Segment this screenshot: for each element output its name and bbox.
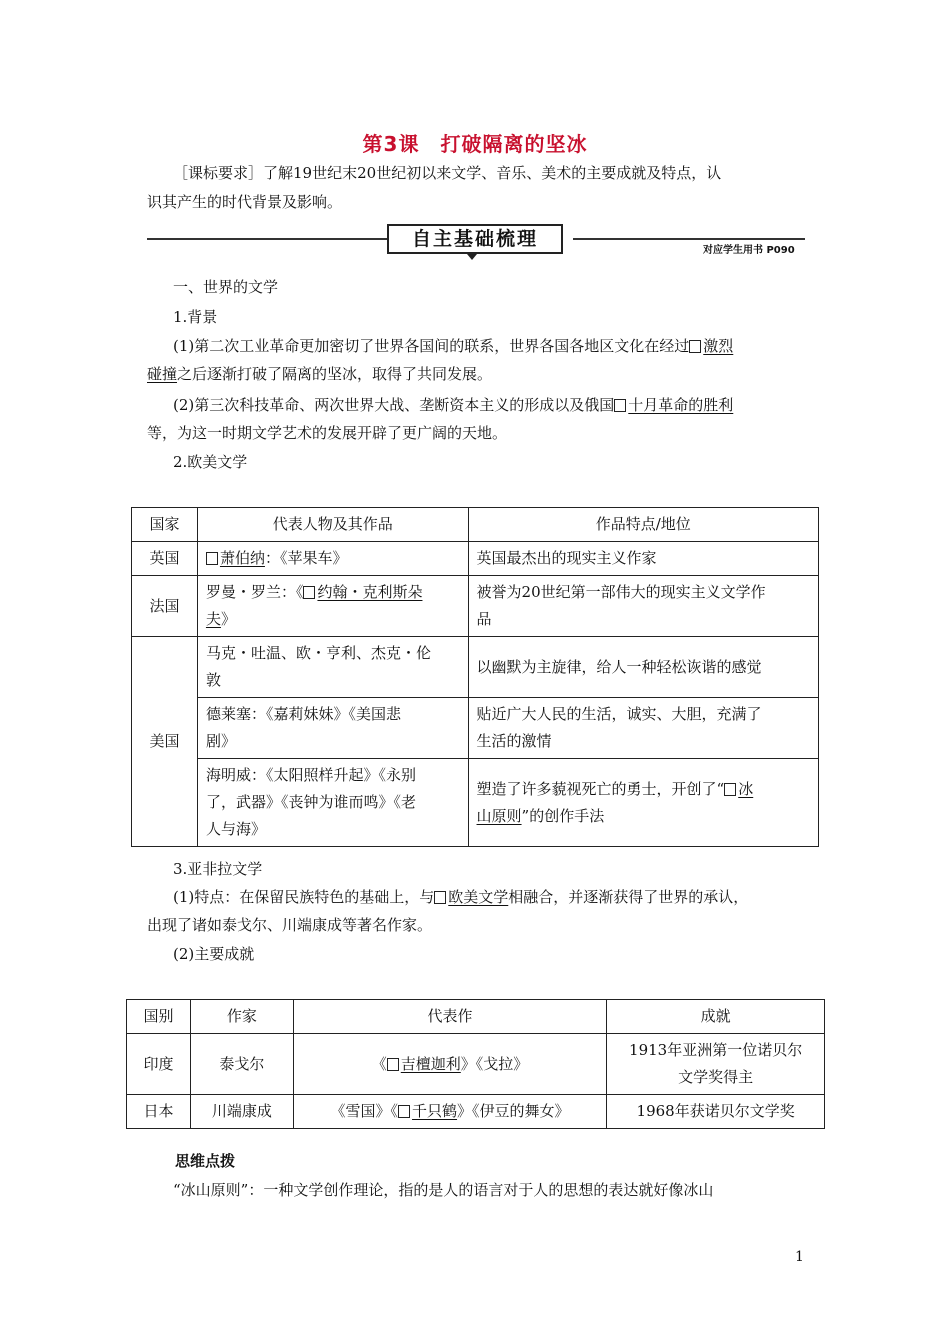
requirement-label: ［课标要求］ <box>173 164 264 182</box>
banner-rule-left <box>147 238 387 240</box>
works-cell <box>197 576 468 637</box>
table-header: 国别 <box>127 1000 191 1034</box>
blank-box-icon <box>398 1105 410 1118</box>
fill-revolution: 十月革命的胜利 <box>628 396 734 414</box>
banner-pointer <box>467 254 477 260</box>
works-cell <box>197 759 468 847</box>
paragraph-3-line-1 <box>173 884 748 910</box>
fill-iceberg: 冰 <box>738 779 754 798</box>
paragraph-2-text-a: (2)第三次科技革命、两次世界大战、垄断资本主义的形成以及俄国 <box>173 396 615 414</box>
table-header: 作家 <box>190 1000 293 1034</box>
works-text: 罗曼・罗兰：《 <box>205 583 304 601</box>
table-row <box>132 698 819 759</box>
works-text: 马克・吐温、欧・亨利、杰克・伦 <box>205 644 431 662</box>
works-text: 人与海》 <box>205 820 266 838</box>
achievement-text: 文学奖得主 <box>678 1068 754 1086</box>
table-header: 代表人物及其作品 <box>197 508 468 542</box>
paragraph-3-text-a: (1)特点：在保留民族特色的基础上，与 <box>173 888 435 906</box>
feature-cell: 以幽默为主旋律，给人一种轻松诙谐的感觉 <box>468 637 818 698</box>
blank-box-icon <box>689 340 701 353</box>
tip-heading: 思维点拨 <box>175 1152 236 1170</box>
blank-box-icon <box>614 399 626 412</box>
blank-box-icon <box>434 891 446 904</box>
works-text: ：《苹果车》 <box>264 549 348 567</box>
works-cell <box>197 637 468 698</box>
table-row <box>132 759 819 847</box>
fill-clash-1: 激烈 <box>703 337 734 355</box>
fill-western-literature: 欧美文学 <box>448 888 509 906</box>
blank-fill-western <box>434 888 508 906</box>
blank-box-icon <box>387 1058 399 1071</box>
works-text: 》 <box>220 610 236 628</box>
banner-reference: 对应学生用书 P090 <box>703 245 795 256</box>
blank-fill-revolution <box>614 396 733 414</box>
table-header: 作品特点/地位 <box>468 508 818 542</box>
author-cell: 泰戈尔 <box>190 1034 293 1095</box>
lesson-title: 第3课 打破隔离的坚冰 <box>362 132 588 156</box>
table-row <box>132 542 819 576</box>
works-text: 剧》 <box>205 732 236 750</box>
paragraph-2-text-b: 等，为这一时期文学艺术的发展开辟了更广阔的天地。 <box>147 424 508 442</box>
table-row <box>127 1095 825 1129</box>
fill-author: 萧伯纳 <box>219 549 265 567</box>
achievement-text: 1913年亚洲第一位诺贝尔 <box>629 1041 803 1059</box>
table-header: 代表作 <box>293 1000 606 1034</box>
table-row <box>127 1034 825 1095</box>
feature-cell <box>468 698 818 759</box>
country-cell: 美国 <box>132 637 198 847</box>
requirement-text-1: 了解19世纪末20世纪初以来文学、音乐、美术的主要成就及特点，认 <box>263 164 722 182</box>
feature-text: 被誉为20世纪第一部伟大的现实主义文学作 <box>476 583 766 601</box>
country-cell: 法国 <box>132 576 198 637</box>
country-cell: 日本 <box>127 1095 191 1129</box>
works-text: 海明威：《太阳照样升起》《永别 <box>205 766 416 784</box>
blank-box-icon <box>724 783 736 796</box>
feature-text: 品 <box>476 610 492 628</box>
banner-title: 自主基础梳理 <box>387 224 563 254</box>
works-text: 《雪国》《 <box>330 1102 399 1120</box>
blank-box-icon <box>206 552 218 565</box>
table-row <box>132 576 819 637</box>
subheading-western-literature: 2.欧美文学 <box>173 453 248 471</box>
paragraph-1-text-a: (1)第二次工业革命更加密切了世界各国间的联系，世界各国各地区文化在经过 <box>173 337 690 355</box>
paragraph-4: (2)主要成就 <box>173 945 255 963</box>
table-row <box>132 637 819 698</box>
blank-box-icon <box>303 586 315 599</box>
author-cell: 川端康成 <box>190 1095 293 1129</box>
afro-asian-achievement-table <box>126 999 825 1129</box>
tip-text: “冰山原则”：一种文学创作理论，指的是人的语言对于人的思想的表达就好像冰山 <box>173 1181 714 1199</box>
fill-thousand-cranes: 千只鹤 <box>412 1102 458 1120</box>
feature-text: 生活的激情 <box>476 732 552 750</box>
section-heading-literature: 一、世界的文学 <box>173 278 279 296</box>
subheading-afro-asian-literature: 3.亚非拉文学 <box>173 860 263 878</box>
page-number: 1 <box>795 1249 804 1265</box>
achievement-cell <box>607 1034 825 1095</box>
works-cell <box>293 1034 606 1095</box>
feature-cell <box>468 759 818 847</box>
fill-work-cont: 夫 <box>205 610 221 628</box>
feature-text: 贴近广大人民的生活，诚实、大胆，充满了 <box>476 705 762 723</box>
fill-gitanjali: 吉檀迦利 <box>400 1054 461 1073</box>
table-header-row <box>132 508 819 542</box>
feature-cell <box>468 576 818 637</box>
feature-cell: 英国最杰出的现实主义作家 <box>468 542 818 576</box>
subheading-background: 1.背景 <box>173 308 218 326</box>
works-text: 》《戈拉》 <box>460 1054 529 1073</box>
requirement-line-1 <box>147 160 721 186</box>
paragraph-2-line-1 <box>173 392 733 418</box>
works-cell <box>293 1095 606 1129</box>
blank-fill-clash <box>689 337 733 355</box>
works-cell <box>197 542 468 576</box>
paragraph-1-line-1 <box>173 333 733 359</box>
paragraph-3-text-c: 出现了诸如泰戈尔、川端康成等著名作家。 <box>147 916 433 934</box>
table-header: 国家 <box>132 508 198 542</box>
works-text: 敦 <box>205 671 221 689</box>
requirement-text-2: 识其产生的时代背景及影响。 <box>147 193 343 211</box>
table-header-row <box>127 1000 825 1034</box>
achievement-cell: 1968年获诺贝尔文学奖 <box>607 1095 825 1129</box>
works-text: 了，武器》《丧钟为谁而鸣》《老 <box>205 793 416 811</box>
works-text: 》《伊豆的舞女》 <box>457 1102 570 1120</box>
country-cell: 英国 <box>132 542 198 576</box>
fill-clash-2: 碰撞 <box>147 365 178 383</box>
table-header: 成就 <box>607 1000 825 1034</box>
western-literature-table <box>131 507 819 847</box>
feature-text: ”的创作手法 <box>521 806 605 825</box>
feature-text: 塑造了许多藐视死亡的勇士，开创了“ <box>476 779 725 798</box>
works-text: 德莱塞：《嘉莉妹妹》《美国悲 <box>205 705 401 723</box>
fill-work: 约翰・克利斯朵 <box>317 583 423 601</box>
paragraph-3-text-b: 相融合，并逐渐获得了世界的承认， <box>508 888 749 906</box>
works-text: 《 <box>371 1054 387 1073</box>
works-cell <box>197 698 468 759</box>
paragraph-1-text-b: 之后逐渐打破了隔离的坚冰，取得了共同发展。 <box>177 365 493 383</box>
fill-iceberg-cont: 山原则 <box>476 806 522 825</box>
country-cell: 印度 <box>127 1034 191 1095</box>
paragraph-1-line-2 <box>147 361 492 387</box>
banner-rule-right <box>573 238 805 240</box>
